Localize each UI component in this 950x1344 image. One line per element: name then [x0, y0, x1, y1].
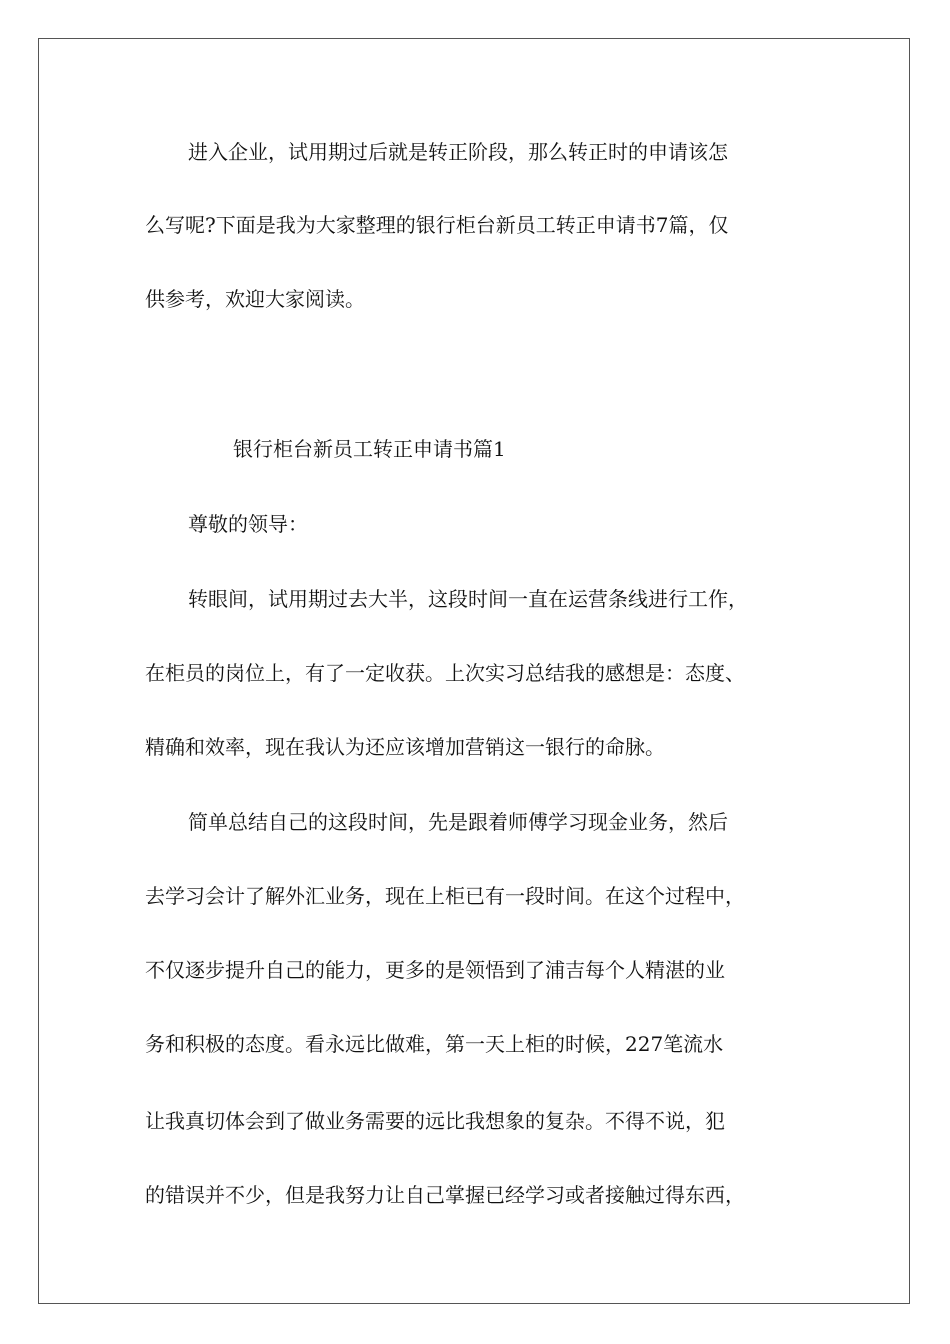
body-line-7: 务和积极的态度。看永远比做难，第一天上柜的时候，227笔流水 — [145, 1032, 724, 1056]
intro-line-1: 进入企业，试用期过后就是转正阶段，那么转正时的申请该怎 — [188, 140, 728, 164]
body-line-3: 精确和效率，现在我认为还应该增加营销这一银行的命脉。 — [145, 735, 665, 759]
section-heading: 银行柜台新员工转正申请书篇1 — [233, 437, 506, 461]
body-line-9: 的错误并不少，但是我努力让自己掌握已经学习或者接触过得东西， — [145, 1183, 745, 1207]
body-line-4: 简单总结自己的这段时间，先是跟着师傅学习现金业务，然后 — [188, 810, 728, 834]
body-line-1: 转眼间，试用期过去大半，这段时间一直在运营条线进行工作， — [188, 587, 748, 611]
body-line-2: 在柜员的岗位上，有了一定收获。上次实习总结我的感想是：态度、 — [145, 661, 745, 685]
intro-line-2: 么写呢?下面是我为大家整理的银行柜台新员工转正申请书7篇，仅 — [145, 213, 729, 237]
intro-line-3: 供参考，欢迎大家阅读。 — [145, 287, 365, 311]
body-line-6: 不仅逐步提升自己的能力，更多的是领悟到了浦吉每个人精湛的业 — [145, 958, 725, 982]
salutation: 尊敬的领导： — [188, 512, 308, 536]
body-line-5: 去学习会计了解外汇业务，现在上柜已有一段时间。在这个过程中， — [145, 884, 745, 908]
body-line-8: 让我真切体会到了做业务需要的远比我想象的复杂。不得不说，犯 — [145, 1109, 725, 1133]
